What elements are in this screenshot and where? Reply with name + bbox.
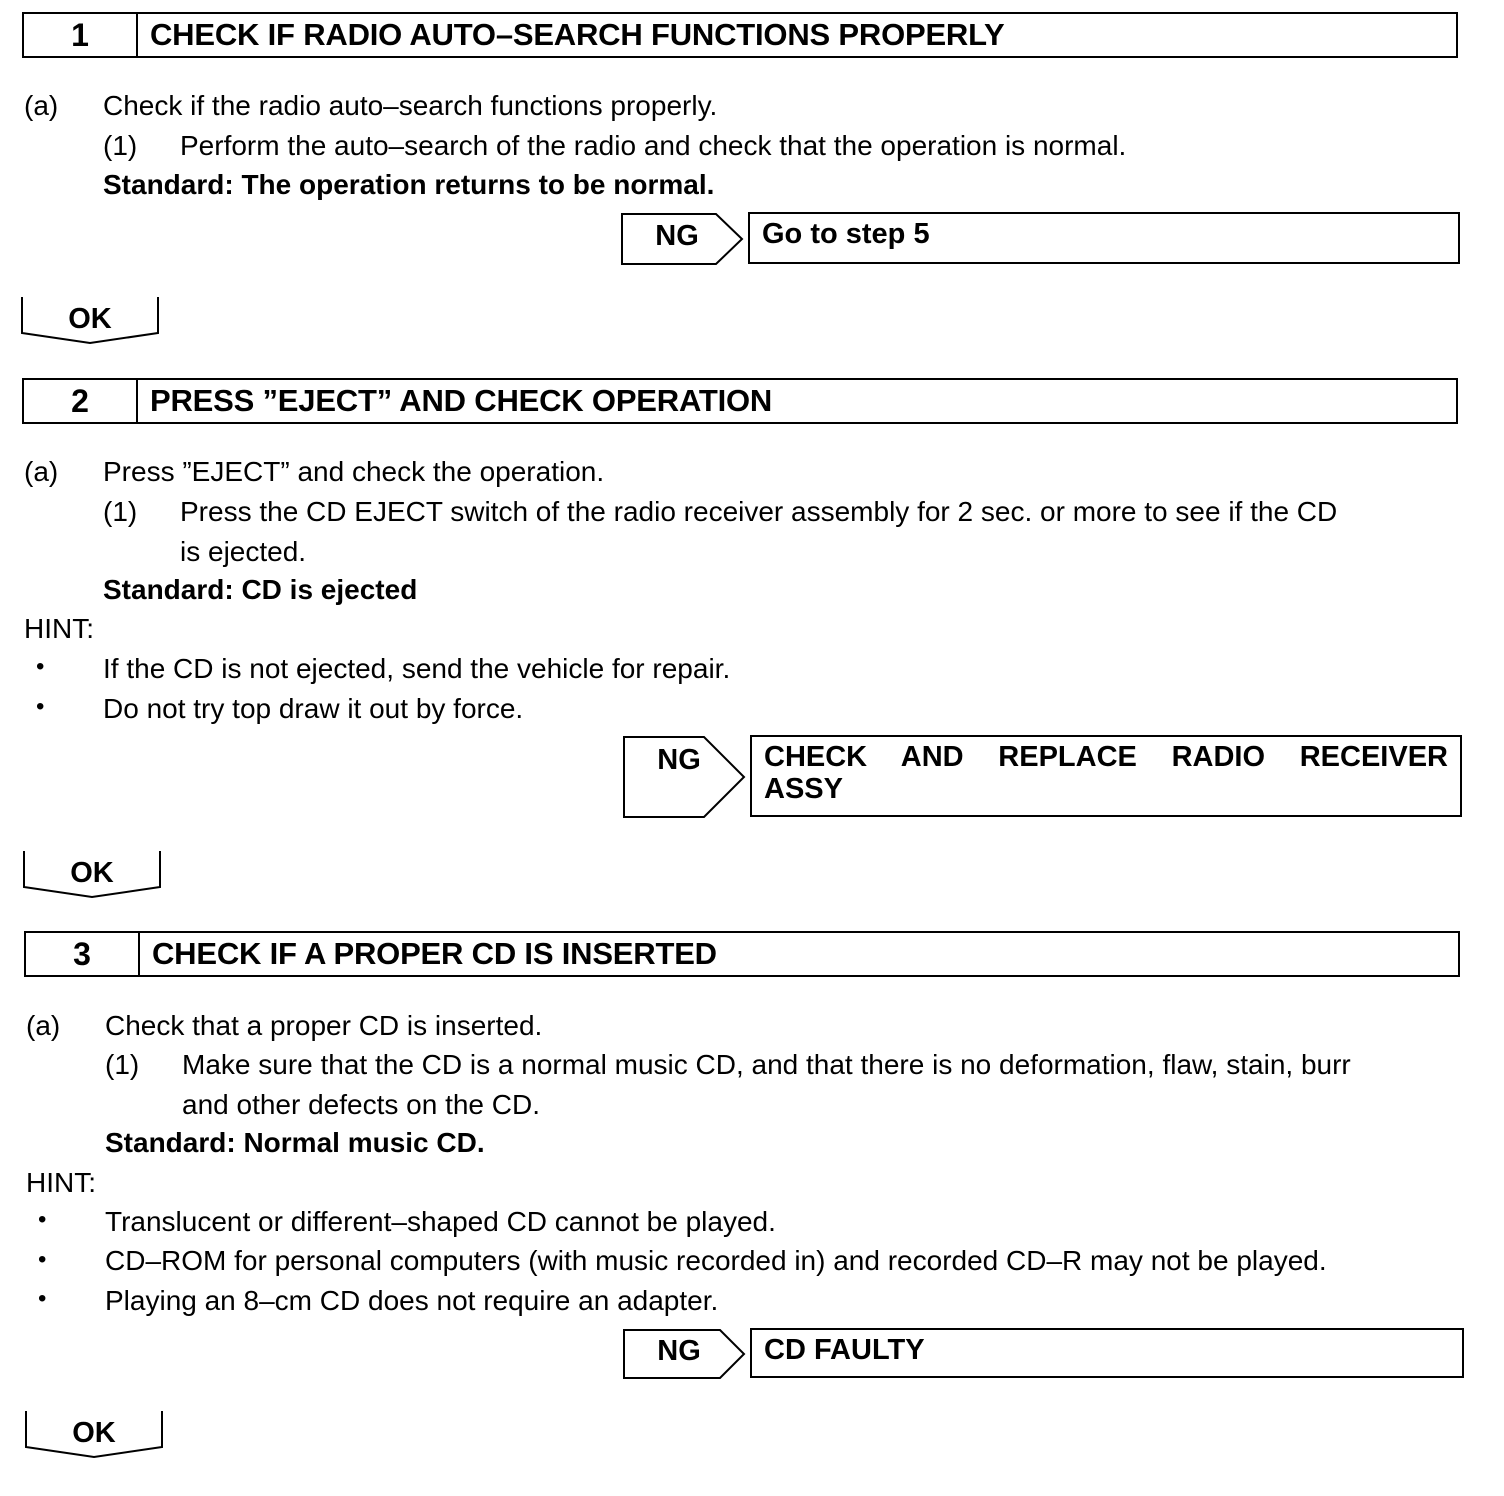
sub-item-text: Perform the auto–search of the radio and check that the operation is normal. <box>180 130 1127 161</box>
item-text: Check if the radio auto–search functions properly. <box>103 90 718 121</box>
step-title: CHECK IF RADIO AUTO–SEARCH FUNCTIONS PROPERLY <box>150 17 1005 52</box>
sub-item-text-continued: is ejected. <box>180 536 307 567</box>
bullet-icon: • <box>38 1206 47 1233</box>
item-label: (a) <box>26 1010 61 1041</box>
sub-item-label: (1) <box>105 1049 140 1080</box>
sub-item-label: (1) <box>103 496 138 527</box>
ng-label: NG <box>657 1335 701 1367</box>
step-number: 1 <box>24 14 138 56</box>
bullet-icon: • <box>36 653 45 680</box>
ng-result-box: Go to step 5 <box>748 212 1460 264</box>
hint-item: CD–ROM for personal computers (with music recorded in) and recorded CD–R may not be played. <box>105 1245 1327 1276</box>
bullet-icon: • <box>38 1246 47 1273</box>
bullet-icon: • <box>36 693 45 720</box>
hint-label: HINT: <box>24 613 94 644</box>
ok-label: OK <box>70 857 114 889</box>
sub-item-text: Make sure that the CD is a normal music CD, and that there is no deformation, flaw, stain, burr <box>182 1049 1351 1080</box>
hint-label: HINT: <box>26 1167 96 1198</box>
ng-result-box: CD FAULTY <box>750 1328 1464 1378</box>
ng-label: NG <box>657 744 701 776</box>
standard-text: Standard: The operation returns to be normal. <box>103 169 715 200</box>
step-3-header <box>24 931 1460 977</box>
sub-item-text: Press the CD EJECT switch of the radio receiver assembly for 2 sec. or more to see if the CD <box>180 496 1338 527</box>
sub-item-text-continued: and other defects on the CD. <box>182 1089 540 1120</box>
step-title: CHECK IF A PROPER CD IS INSERTED <box>152 936 717 971</box>
ok-label: OK <box>68 303 112 335</box>
ng-label: NG <box>655 220 699 252</box>
bullet-icon: • <box>38 1285 47 1312</box>
step-1-header <box>22 12 1458 58</box>
step-number: 3 <box>26 933 140 975</box>
item-text: Check that a proper CD is inserted. <box>105 1010 543 1041</box>
item-label: (a) <box>24 456 59 487</box>
item-label: (a) <box>24 90 59 121</box>
hint-item: Playing an 8–cm CD does not require an adapter. <box>105 1285 719 1316</box>
ng-result-box: CHECK AND REPLACE RADIO RECEIVER ASSY <box>750 735 1462 817</box>
step-2-header <box>22 378 1458 424</box>
hint-item: If the CD is not ejected, send the vehicle for repair. <box>103 653 731 684</box>
item-text: Press ”EJECT” and check the operation. <box>103 456 605 487</box>
standard-text: Standard: CD is ejected <box>103 574 418 605</box>
sub-item-label: (1) <box>103 130 138 161</box>
ok-label: OK <box>72 1417 116 1449</box>
step-number: 2 <box>24 380 138 422</box>
step-title: PRESS ”EJECT” AND CHECK OPERATION <box>150 383 773 418</box>
standard-text: Standard: Normal music CD. <box>105 1127 485 1158</box>
hint-item: Translucent or different–shaped CD cannot be played. <box>105 1206 776 1237</box>
hint-item: Do not try top draw it out by force. <box>103 693 524 724</box>
